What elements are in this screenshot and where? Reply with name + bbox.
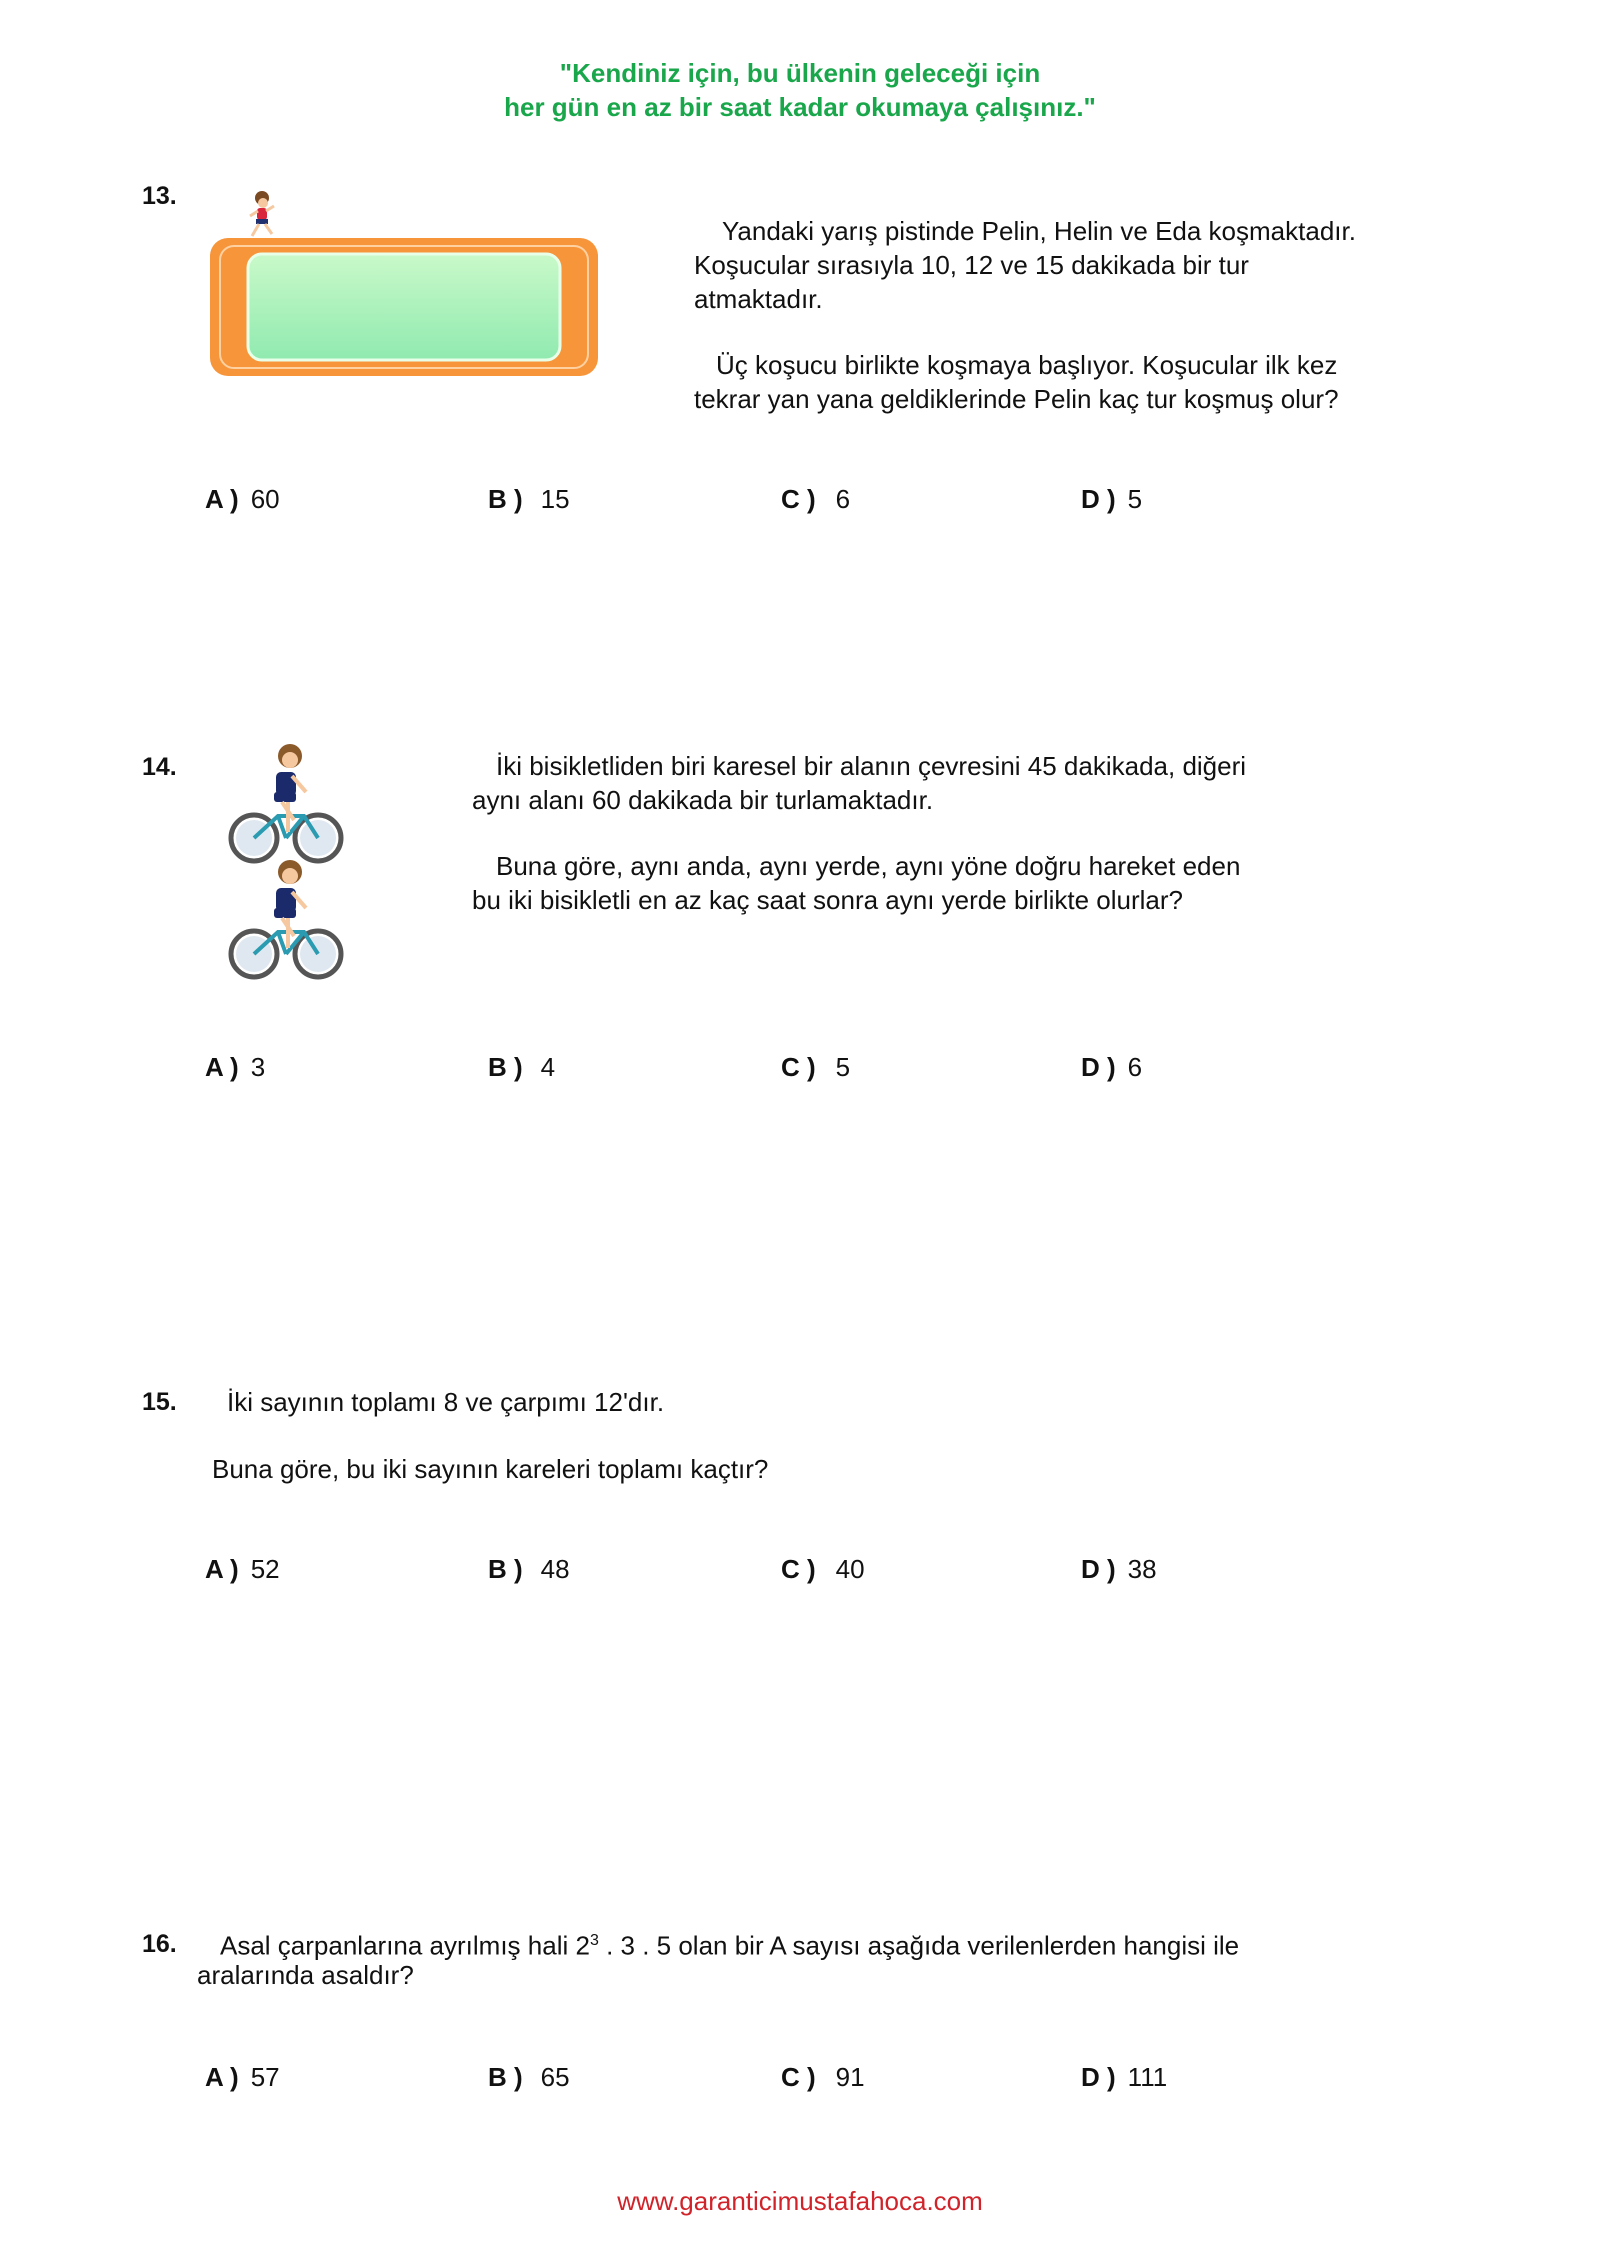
question-14-text	[472, 749, 1246, 917]
q14-option-b[interactable]	[488, 1052, 555, 1083]
q14-option-a[interactable]	[205, 1052, 265, 1083]
option-letter: C )	[781, 2062, 816, 2092]
option-value: 4	[540, 1052, 556, 1082]
runner-icon	[250, 191, 274, 236]
option-value: 60	[250, 484, 280, 514]
q15-option-a[interactable]	[205, 1554, 280, 1585]
question-14-line: bu iki bisikletli en az kaç saat sonra aynı yerde birlikte olurlar?	[472, 885, 1184, 915]
option-letter: C )	[781, 484, 816, 514]
header-line-1: "Kendiniz için, bu ülkenin geleceği için	[559, 58, 1041, 88]
option-letter: D )	[1081, 1554, 1116, 1584]
q13-option-b[interactable]	[488, 484, 570, 515]
question-13-line: Üç koşucu birlikte koşmaya başlıyor. Koşucular ilk kez	[716, 350, 1338, 380]
question-14-line: İki bisikletliden biri karesel bir alanın çevresini 45 dakikada, diğeri	[496, 751, 1247, 781]
option-value: 40	[835, 1554, 865, 1584]
option-value: 6	[835, 484, 851, 514]
option-value: 3	[250, 1052, 266, 1082]
option-value: 65	[540, 2062, 570, 2092]
question-13-line: tekrar yan yana geldiklerinde Pelin kaç tur koşmuş olur?	[694, 384, 1339, 414]
option-letter: B )	[488, 484, 523, 514]
option-letter: A )	[205, 1554, 239, 1584]
header-line-2: her gün en az bir saat kadar okumaya çalışınız."	[504, 92, 1096, 122]
question-13-line: Yandaki yarış pistinde Pelin, Helin ve Eda koşmaktadır.	[722, 216, 1356, 246]
option-value: 48	[540, 1554, 570, 1584]
footer-website-link[interactable]: www.garanticimustafahoca.com	[617, 2186, 983, 2216]
q14-option-c[interactable]	[781, 1052, 850, 1083]
q13-option-d[interactable]	[1081, 484, 1142, 515]
option-value: 15	[540, 484, 570, 514]
question-14-line: aynı alanı 60 dakikada bir turlamaktadır.	[472, 785, 934, 815]
option-letter: D )	[1081, 484, 1116, 514]
question-14-line: Buna göre, aynı anda, aynı yerde, aynı yöne doğru hareket eden	[496, 851, 1241, 881]
question-13-number: 13.	[142, 182, 177, 210]
option-value: 52	[250, 1554, 280, 1584]
option-letter: B )	[488, 2062, 523, 2092]
header-quote	[0, 56, 1600, 124]
q16-option-d[interactable]	[1081, 2062, 1167, 2093]
question-14-number: 14.	[142, 753, 177, 781]
option-letter: C )	[781, 1052, 816, 1082]
question-13-line: Koşucular sırasıyla 10, 12 ve 15 dakikada bir tur	[694, 250, 1249, 280]
q15-option-d[interactable]	[1081, 1554, 1157, 1585]
question-13-line: atmaktadır.	[694, 284, 823, 314]
question-16-exponent: 3	[589, 1932, 599, 1949]
option-letter: D )	[1081, 1052, 1116, 1082]
q14-option-d[interactable]	[1081, 1052, 1142, 1083]
question-16-text-post: . 3 . 5 olan bir A sayısı aşağıda verilenlerden hangisi ile	[598, 1930, 1240, 1961]
q16-option-c[interactable]	[781, 2062, 865, 2093]
q13-option-a[interactable]	[205, 484, 280, 515]
race-track-icon	[206, 188, 606, 380]
q13-option-c[interactable]	[781, 484, 850, 515]
option-value: 5	[1127, 484, 1143, 514]
option-letter: D )	[1081, 2062, 1116, 2092]
option-letter: B )	[488, 1554, 523, 1584]
q16-option-a[interactable]	[205, 2062, 280, 2093]
question-15-line-2: Buna göre, bu iki sayının kareleri toplamı kaçtır?	[212, 1454, 769, 1484]
option-value: 91	[835, 2062, 865, 2092]
question-15-number: 15.	[142, 1388, 177, 1416]
option-letter: A )	[205, 1052, 239, 1082]
option-value: 111	[1127, 2062, 1168, 2092]
option-letter: B )	[488, 1052, 523, 1082]
option-letter: A )	[205, 484, 239, 514]
question-16-text-pre: Asal çarpanlarına ayrılmış hali 2	[220, 1930, 590, 1961]
question-13-text	[694, 214, 1356, 416]
question-16-number: 16.	[142, 1930, 177, 1958]
option-letter: A )	[205, 2062, 239, 2092]
option-value: 5	[835, 1052, 851, 1082]
question-16-line-2: aralarında asaldır?	[197, 1960, 414, 1990]
option-value: 38	[1127, 1554, 1157, 1584]
option-value: 6	[1127, 1052, 1143, 1082]
q15-option-c[interactable]	[781, 1554, 865, 1585]
q16-option-b[interactable]	[488, 2062, 570, 2093]
question-15-line-1: İki sayının toplamı 8 ve çarpımı 12'dır.	[227, 1387, 665, 1417]
cyclist-icon	[226, 744, 350, 980]
q15-option-b[interactable]	[488, 1554, 570, 1585]
option-value: 57	[250, 2062, 280, 2092]
question-16-line-1	[220, 1924, 1239, 1963]
option-letter: C )	[781, 1554, 816, 1584]
